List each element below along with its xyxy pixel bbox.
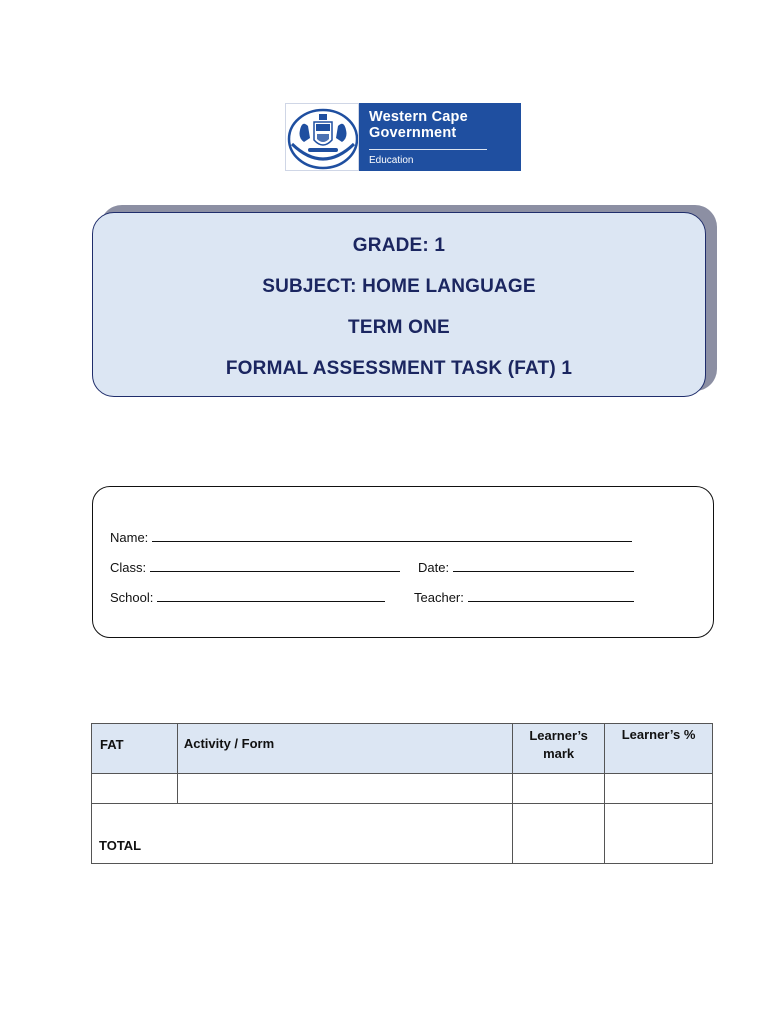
task-heading: FORMAL ASSESSMENT TASK (FAT) 1 bbox=[225, 358, 573, 379]
logo-line-western-cape: Western Cape bbox=[369, 109, 468, 125]
logo-wordmark bbox=[359, 103, 521, 171]
grade-heading: GRADE: 1 bbox=[352, 235, 446, 256]
name-label: Name: bbox=[110, 530, 149, 545]
logo-line-government: Government bbox=[369, 125, 457, 141]
table-header-row bbox=[92, 724, 713, 774]
title-panel bbox=[92, 212, 706, 397]
table-total-row bbox=[92, 804, 713, 864]
school-label: School: bbox=[110, 590, 154, 605]
coat-of-arms-icon bbox=[285, 103, 359, 171]
logo-line-education: Education bbox=[369, 155, 414, 166]
class-label: Class: bbox=[110, 560, 147, 575]
header-learners-percent: Learner’s % bbox=[605, 724, 713, 774]
activity-cell[interactable] bbox=[177, 774, 512, 804]
total-label: TOTAL bbox=[92, 804, 513, 864]
subject-heading: SUBJECT: HOME LANGUAGE bbox=[262, 276, 536, 297]
name-row bbox=[110, 530, 632, 545]
teacher-field[interactable] bbox=[468, 590, 634, 602]
name-field[interactable] bbox=[152, 530, 632, 542]
class-field[interactable] bbox=[150, 560, 400, 572]
table-row bbox=[92, 774, 713, 804]
mark-cell[interactable] bbox=[513, 774, 605, 804]
fat-cell[interactable] bbox=[92, 774, 178, 804]
logo-divider bbox=[369, 149, 487, 150]
marks-table bbox=[91, 723, 713, 864]
learner-info-box bbox=[92, 486, 714, 638]
teacher-row bbox=[414, 590, 634, 605]
date-field[interactable] bbox=[453, 560, 634, 572]
school-field[interactable] bbox=[157, 590, 385, 602]
total-percent-cell[interactable] bbox=[605, 804, 713, 864]
date-row bbox=[418, 560, 634, 575]
term-heading: TERM ONE bbox=[348, 317, 450, 338]
class-row bbox=[110, 560, 400, 575]
school-row bbox=[110, 590, 385, 605]
header-activity-form: Activity / Form bbox=[177, 724, 512, 774]
header-learners-mark: Learner’s mark bbox=[513, 724, 605, 774]
header-fat: FAT bbox=[92, 724, 178, 774]
total-mark-cell[interactable] bbox=[513, 804, 605, 864]
wcg-logo bbox=[285, 103, 521, 171]
teacher-label: Teacher: bbox=[414, 590, 464, 605]
percent-cell[interactable] bbox=[605, 774, 713, 804]
date-label: Date: bbox=[418, 560, 450, 575]
